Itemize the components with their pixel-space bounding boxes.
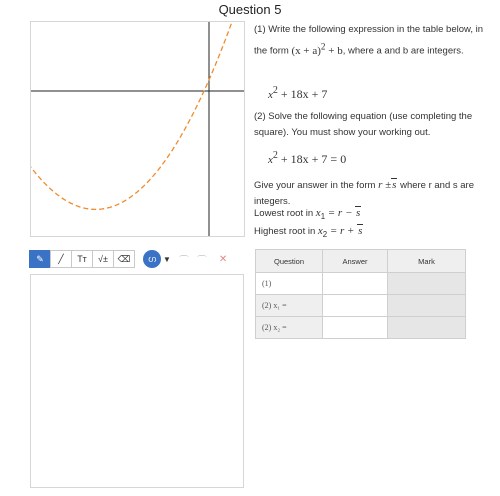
question-title: Question 5: [218, 2, 282, 17]
clear-icon[interactable]: ✕: [218, 253, 228, 265]
math-icon[interactable]: √±: [92, 250, 114, 268]
parabola-graph: [31, 22, 245, 237]
color-picker-icon[interactable]: ഗ: [143, 250, 161, 268]
answer-input-cell[interactable]: [323, 295, 388, 317]
parabola-curve: [31, 22, 245, 209]
answer-table: [255, 249, 466, 339]
answer-input-cell[interactable]: [323, 317, 388, 339]
form-expression: $(x + a)^2 + b$: [291, 41, 343, 57]
undo-icon[interactable]: ⌒: [178, 255, 189, 267]
equation: $x^2 + 18x + 7 = 0$: [268, 150, 347, 166]
mark-cell: [388, 273, 466, 295]
question-cell: (1): [256, 273, 323, 295]
table-row: [256, 273, 466, 295]
column-header-question: Question: [256, 250, 323, 273]
redo-icon[interactable]: ⌒: [196, 255, 207, 267]
chevron-down-icon[interactable]: ▼: [163, 254, 171, 264]
highest-root-line: Highest root in $x_2 = r + s$: [254, 225, 363, 239]
table-row: [256, 317, 466, 339]
part1-text: (1) Write the following expression in the table below, in the form $(x + a)^2 + b$, where a and b are integers.: [254, 24, 484, 57]
answer-form-text: Give your answer in the form r ±s where r and s are integers.: [254, 179, 475, 207]
drawing-toolbar: [30, 250, 227, 268]
eraser-icon[interactable]: ⌫: [113, 250, 135, 268]
column-header-mark: Mark: [388, 250, 466, 273]
lowest-root-line: Lowest root in $x_1 = r - s$: [254, 207, 361, 221]
line-icon[interactable]: ╱: [50, 250, 72, 268]
table-header-row: [256, 250, 466, 273]
mark-cell: [388, 295, 466, 317]
question-cell: (2) x₂ =: [256, 317, 323, 339]
instructions-panel: [254, 22, 486, 239]
pen-icon[interactable]: ✎: [29, 250, 51, 268]
answer-input-cell[interactable]: [323, 273, 388, 295]
column-header-answer: Answer: [323, 250, 388, 273]
text-icon[interactable]: Tт: [71, 250, 93, 268]
question-cell: (2) x₁ =: [256, 295, 323, 317]
graph-panel: [30, 21, 245, 237]
mark-cell: [388, 317, 466, 339]
expression: $x^2 + 18x + 7$: [268, 85, 328, 101]
part2-text: (2) Solve the following equation (use completing the square). You must show your working out.: [254, 111, 473, 138]
table-row: [256, 295, 466, 317]
drawing-canvas[interactable]: [30, 274, 244, 488]
